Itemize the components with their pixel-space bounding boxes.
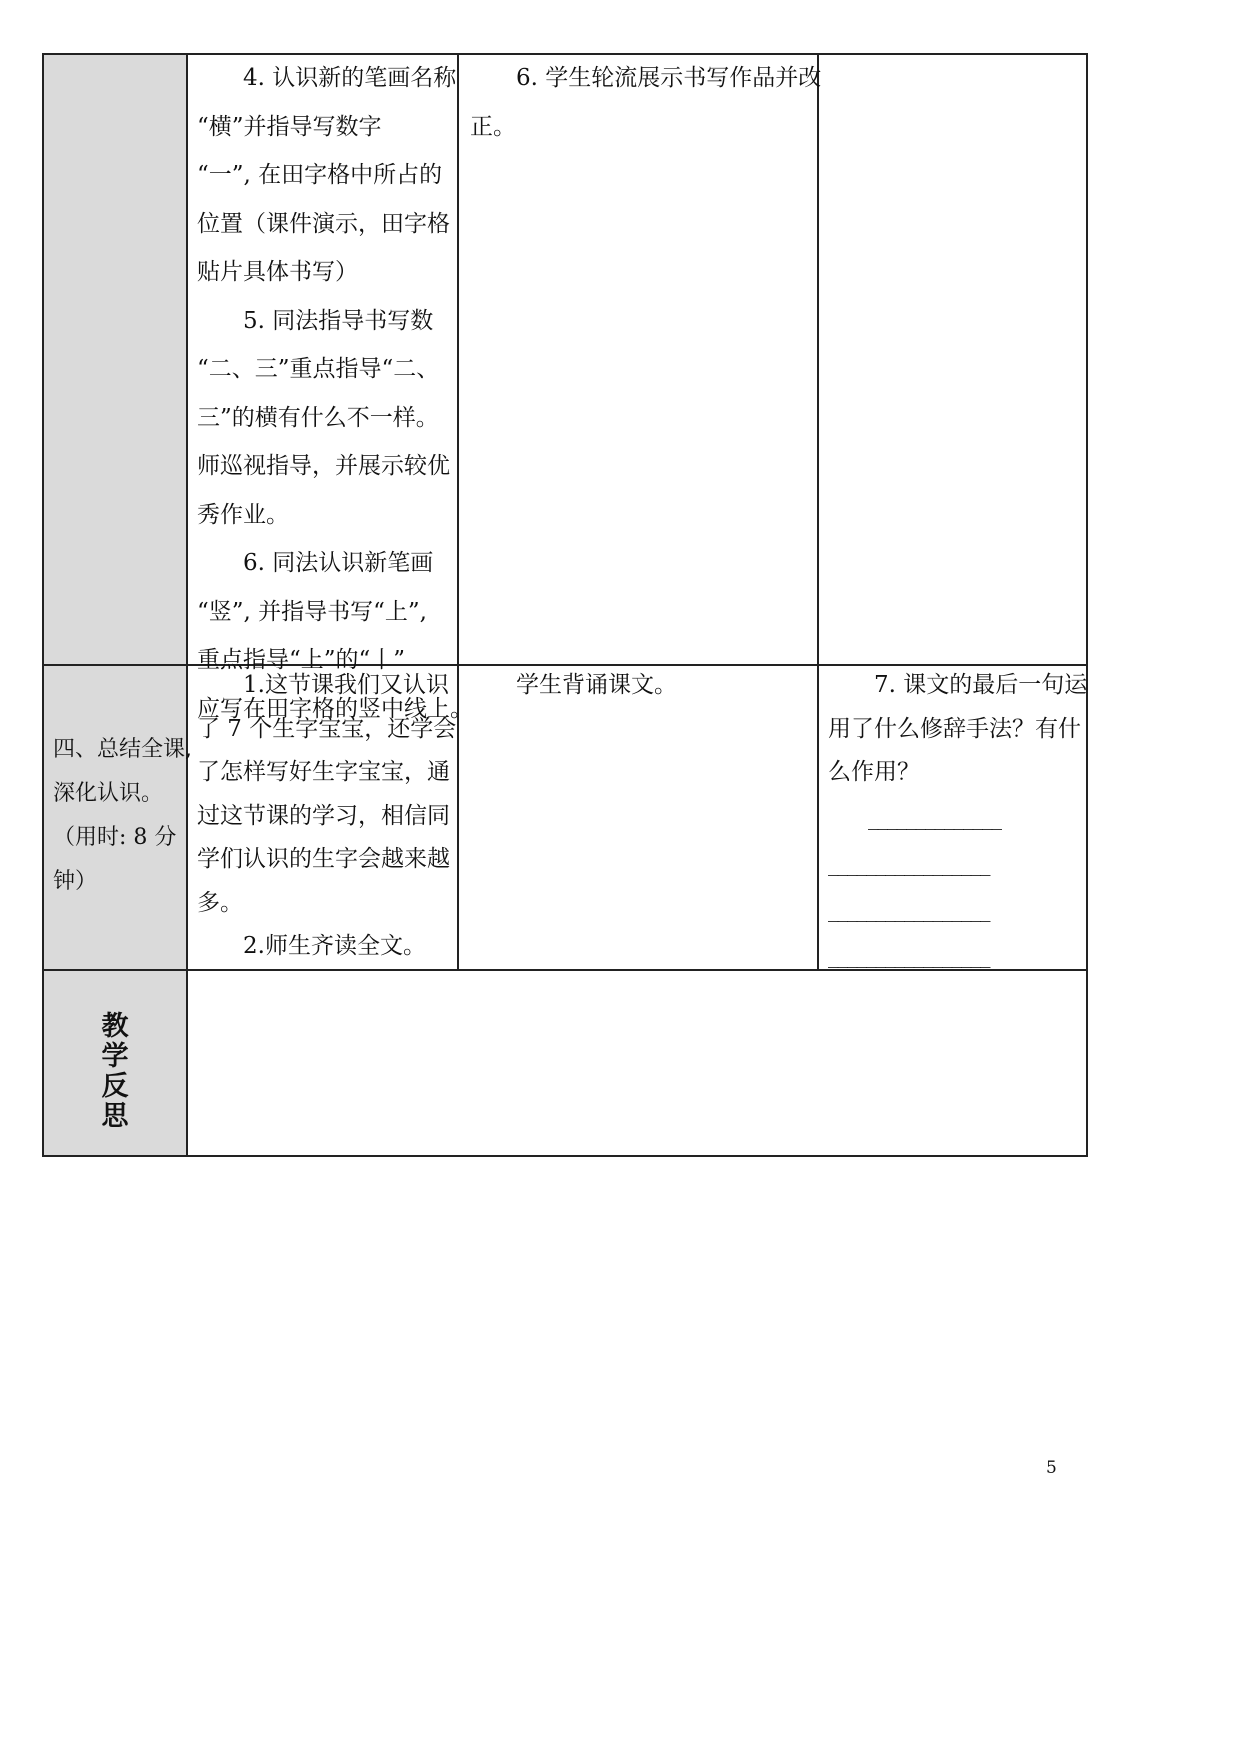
text-line: 6. 同法认识新笔画 [197,550,434,576]
text-line: “二、三”重点指导“二、 [197,356,440,382]
answer-blank-line: _________________ [828,852,990,876]
text-line: 用了什么修辞手法？有什 [828,715,1081,742]
text-line: 四、总结全课, [53,737,192,762]
text-line: 7. 课文的最后一句运 [828,672,1088,698]
text-line: 么作用？ [828,759,920,785]
row2-stage-label [53,728,192,904]
row1-teacher-activity [197,54,473,733]
row2-exercise [828,664,1087,795]
text-line: “竖”, 并指导书写“上”, [197,598,427,625]
border-left [42,53,44,1157]
border-col3 [817,53,819,970]
answer-blank-line: _________________ [828,898,990,922]
text-line: 多。 [197,889,243,916]
text-line: 2.师生齐读全文。 [197,933,426,959]
text-line: 5. 同法指导书写数 [197,307,434,334]
text-line: 了 7 个生字宝宝，还学会 [197,715,457,742]
text-line: 1.这节课我们又认识 [197,672,449,698]
text-line: 学们认识的生字会越来越 [197,846,450,872]
label-char: 反 [101,1071,129,1102]
answer-blank-line: _________________ [828,944,990,968]
row1-student-activity [470,54,821,151]
text-line: 6. 学生轮流展示书写作品并改 [470,65,822,91]
text-line: （用时: 8 分 [53,825,177,850]
row2-student-activity [470,664,677,708]
text-line: 重点指导“上”的“丨” [197,647,406,673]
text-line: 应写在田字格的竖中线上。 [197,695,473,722]
text-line: 位置（课件演示，田字格 [197,210,450,237]
page-number: 5 [1046,1458,1057,1478]
text-line: 了怎样写好生字宝宝，通 [197,759,450,785]
text-line: 钟） [53,869,98,894]
text-line: 深化认识。 [53,781,164,806]
answer-blanks [828,795,1001,979]
label-char: 教 [101,1011,129,1042]
border-right [1086,53,1088,1157]
teaching-reflection-label [95,1012,135,1132]
border-bottom [42,1155,1087,1157]
label-char: 思 [101,1101,129,1132]
text-line: 过这节课的学习，相信同 [197,802,450,829]
text-line: 师巡视指导，并展示较优 [197,453,450,479]
label-char: 学 [101,1041,129,1072]
text-line: 正。 [470,113,516,140]
answer-blank-line: ______________ [828,806,1001,830]
row2-teacher-activity [197,664,456,969]
text-line: 秀作业。 [197,501,289,528]
text-line: 贴片具体书写） [197,259,358,285]
text-line: 学生背诵课文。 [470,672,677,698]
teaching-reflection-content [188,971,1085,1155]
text-line: 4. 认识新的笔画名称 [197,65,457,91]
stage-cell-row1 [43,54,187,665]
text-line: “一”, 在田字格中所占的 [197,162,443,188]
text-line: 三”的横有什么不一样。 [197,404,439,431]
text-line: “横”并指导写数字 [197,113,382,140]
